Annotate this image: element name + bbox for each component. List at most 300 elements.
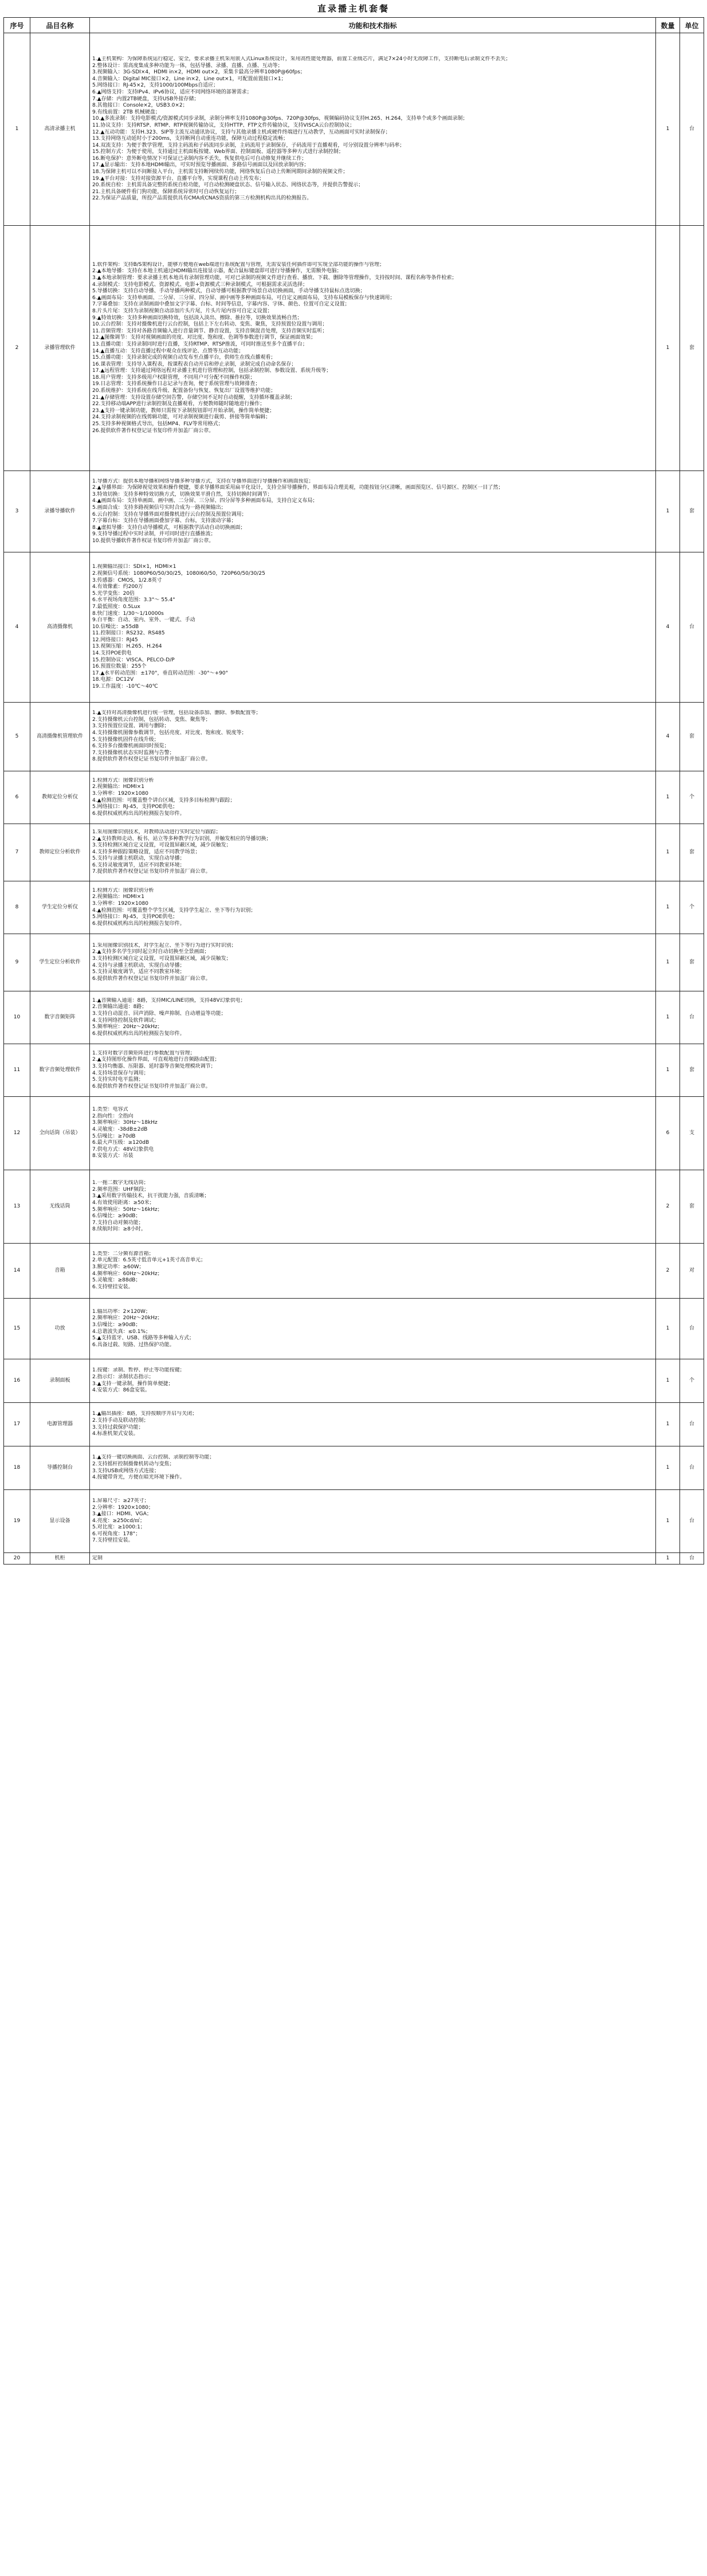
table-row xyxy=(4,881,704,934)
spec-line: 1.软件架构：支持B/S架构设计，能够方便地在web端进行系统配置与管理，无需安装任何插件即可实现全部功能的操作与管理； xyxy=(92,261,385,268)
spec-cell xyxy=(90,1097,656,1170)
spec-line: 20.系统自检：主机需具备完整的系统自检功能，可自动检测硬盘状态、信号输入状态、网络状态等，并提供告警提示； xyxy=(92,182,364,189)
spec-line: 3.额定功率：≥60W； xyxy=(92,1264,144,1270)
spec-line: 2.▲本地导播：支持在本地主机通过HDMI输出连接显示器，配合鼠标键盘即可进行导播操作，无需额外电脑； xyxy=(92,268,342,275)
spec-line: 6.提供权威机构出具的检测报告复印件。 xyxy=(92,920,185,927)
item-name: 数字音频处理软件 xyxy=(30,1044,90,1097)
row-number: 10 xyxy=(4,991,30,1044)
spec-line: 3.分辨率：1920×1080 xyxy=(92,790,148,797)
spec-line: 1.检测方式：图像识别分析 xyxy=(92,887,154,893)
spec-line: 4.有效像素：约200万 xyxy=(92,584,143,590)
item-quantity: 4 xyxy=(656,703,680,771)
spec-line: 7.字幕台标：支持在导播画面叠加字幕、台标，支持滚动字幕； xyxy=(92,518,237,524)
spec-line: 2.分辨率：1920×1080； xyxy=(92,1504,154,1511)
table-row xyxy=(4,471,704,552)
spec-line: 7.▲存储：内置2TB硬盘，支持USB外接存储； xyxy=(92,96,199,102)
spec-lines xyxy=(92,1367,653,1394)
table-row xyxy=(4,1244,704,1299)
spec-line: 5.支持灵敏度调节，适应不同教室环境； xyxy=(92,969,185,975)
item-unit: 台 xyxy=(680,1299,704,1359)
item-name: 录制面板 xyxy=(30,1359,90,1403)
spec-line: 8.提供软件著作权登记证书复印件并加盖厂商公章。 xyxy=(92,756,211,763)
spec-line: 5.网络接口：RJ-45，支持POE供电； xyxy=(92,914,178,920)
item-name: 学生定位分析仪 xyxy=(30,881,90,934)
spec-line: 4.总谐波失真：≤0.1%； xyxy=(92,1328,151,1335)
spec-line: 3.频率响应：30Hz～18kHz xyxy=(92,1120,158,1126)
spec-line: 4.音频输入：Digital MIC接口×2，Line in×2，Line out×1，可配置前置接口×1； xyxy=(92,76,286,82)
spec-line: 12.网络接口：RJ45 xyxy=(92,637,138,643)
spec-line: 9.白平衡：自动、室内、室外、一键式、手动 xyxy=(92,617,195,624)
item-quantity: 1 xyxy=(656,1490,680,1553)
spec-line: 2.整体设计：需高度集成多种功能为一体，包括导播、录播、直播、点播、互动等； xyxy=(92,62,283,69)
spec-line: 4.支持场景保存与调用； xyxy=(92,1070,149,1076)
table-row xyxy=(4,1553,704,1565)
spec-line: 9.支持导播过程中实时录制，并可同时进行直播推流； xyxy=(92,531,216,538)
item-unit: 套 xyxy=(680,226,704,471)
spec-line: 21.▲存储管理：支持设置存储空间告警，存储空间不足时自动提醒，支持循环覆盖录制； xyxy=(92,394,296,401)
spec-cell xyxy=(90,1490,656,1553)
spec-line: 7.字幕叠加：支持在录制画面中叠加文字字幕、台标、时间等信息，字幕内容、字体、颜色、位置可自定义设置； xyxy=(92,301,350,308)
spec-line: 22.支持移动端APP进行录制控制及直播观看，方便教师随时随地进行操作； xyxy=(92,401,265,407)
spec-line: 2.支持手动及联动控制； xyxy=(92,1417,149,1424)
item-quantity: 1 xyxy=(656,881,680,934)
table-row xyxy=(4,1299,704,1359)
spec-line: 2.视频输出：HDMI×1 xyxy=(92,784,144,790)
spec-line: 10.提供导播软件著作权证书复印件并加盖厂商公章。 xyxy=(92,538,214,544)
spec-line: 5.灵敏度：≥88dB； xyxy=(92,1277,141,1284)
table-row xyxy=(4,991,704,1044)
row-number: 18 xyxy=(4,1446,30,1490)
spec-line: 3.视频输入：3G-SDI×4，HDMI in×2，HDMI out×2，采集卡最高分辨率1080P@60fps； xyxy=(92,69,305,76)
table-row xyxy=(4,1403,704,1446)
table-row xyxy=(4,33,704,226)
spec-line: 5.支持与录播主机联动，实现自动导播； xyxy=(92,856,185,862)
spec-line: 6.提供权威机构出具的检测报告复印件。 xyxy=(92,1030,185,1037)
spec-line: 7.提供软件著作权登记证书复印件并加盖厂商公章。 xyxy=(92,869,211,875)
spec-line: 1.一拖二数字无线话筒； xyxy=(92,1180,149,1186)
row-number: 3 xyxy=(4,471,30,552)
table-row xyxy=(4,771,704,824)
spec-line: 4.▲检测范围：可覆盖整个讲台区域，支持多目标检测与跟踪； xyxy=(92,797,235,803)
spec-line: 13.视频压缩：H.265、H.264 xyxy=(92,644,162,650)
spec-line: 11.协议支持：支持RTSP、RTMP、RTP视频传输协议，支持HTTP、FTP文件传输协议，支持VISCA云台控制协议； xyxy=(92,122,355,128)
spec-line: 21.主机具备硬件看门狗功能，保障系统异常时可自动恢复运行； xyxy=(92,189,240,195)
table-row xyxy=(4,934,704,991)
spec-line: 14.支持POE供电 xyxy=(92,650,132,657)
spec-line: 2.指向性：全指向 xyxy=(92,1113,133,1119)
spec-cell xyxy=(90,33,656,226)
spec-lines xyxy=(92,1454,653,1481)
table-row xyxy=(4,552,704,703)
header-qty: 数量 xyxy=(656,18,680,33)
row-number: 17 xyxy=(4,1403,30,1446)
row-number: 5 xyxy=(4,703,30,771)
row-number: 16 xyxy=(4,1359,30,1403)
item-quantity: 1 xyxy=(656,1044,680,1097)
item-quantity: 1 xyxy=(656,226,680,471)
spec-line: 4.有效使用距离：≥50米； xyxy=(92,1199,155,1206)
spec-table xyxy=(3,17,704,1565)
row-number: 7 xyxy=(4,824,30,881)
spec-line: 8.安装方式：吊装 xyxy=(92,1153,133,1159)
item-quantity: 1 xyxy=(656,1299,680,1359)
table-row xyxy=(4,824,704,881)
spec-line: 4.支持与录播主机联动，实现自动导播； xyxy=(92,962,185,969)
spec-line: 4.▲画面布局：支持单画面、画中画、二分屏、三分屏、四分屏等多种画面布局，支持自定义布局； xyxy=(92,498,318,504)
item-quantity: 1 xyxy=(656,771,680,824)
item-unit: 套 xyxy=(680,824,704,881)
item-name: 高清录播主机 xyxy=(30,33,90,226)
spec-line: 2.▲支持图形化操作界面，可直观地进行音频路由配置； xyxy=(92,1057,220,1063)
spec-line: 13.支持网络互动延时小于200ms，支持断网自动重连功能，保障互动过程稳定流畅； xyxy=(92,136,288,142)
spec-line: 17.▲远程管理：支持通过网络远程对录播主机进行管理和控制，包括录制控制、参数设置、系统升级等； xyxy=(92,368,332,374)
item-unit: 个 xyxy=(680,881,704,934)
spec-line: 1.支持对数字音频矩阵进行参数配置与管理； xyxy=(92,1050,195,1056)
spec-line: 2.视频输出：HDMI×1 xyxy=(92,894,144,900)
item-unit: 套 xyxy=(680,471,704,552)
spec-line: 12.▲互动功能：支持H.323、SIP等主流互动通讯协议，支持与其他录播主机或硬件终端进行互动教学，互动画面可实时录制保存； xyxy=(92,129,391,135)
spec-line: 3.传感器：CMOS，1/2.8英寸 xyxy=(92,577,162,583)
spec-cell xyxy=(90,881,656,934)
item-unit: 个 xyxy=(680,771,704,824)
item-unit: 套 xyxy=(680,1170,704,1244)
table-header-row xyxy=(4,18,704,33)
table-row xyxy=(4,1170,704,1244)
spec-line: 16.课表管理：支持导入课程表，按课程表自动开启和停止录制，录制完成自动命名保存； xyxy=(92,361,297,367)
item-name: 教师定位分析软件 xyxy=(30,824,90,881)
spec-line: 6.支持多台摄像机画面同时预览； xyxy=(92,743,170,750)
spec-cell xyxy=(90,1359,656,1403)
spec-cell xyxy=(90,471,656,552)
row-number: 14 xyxy=(4,1244,30,1299)
item-unit: 台 xyxy=(680,1553,704,1565)
spec-line: 8.续航时间：≥8小时。 xyxy=(92,1226,146,1233)
spec-lines xyxy=(92,943,653,983)
spec-line: 2.支持摇杆控制摄像机转动与变焦； xyxy=(92,1461,175,1467)
item-name: 录播管理软件 xyxy=(30,226,90,471)
item-quantity: 1 xyxy=(656,1359,680,1403)
spec-line: 6.提供软件著作权登记证书复印件并加盖厂商公章。 xyxy=(92,1083,211,1089)
spec-line: 4.支持摄像机图像参数调节，包括亮度、对比度、饱和度、锐度等； xyxy=(92,730,247,736)
item-unit: 台 xyxy=(680,1490,704,1553)
item-unit: 台 xyxy=(680,33,704,226)
spec-line: 19.日志管理：支持系统操作日志记录与查询，便于系统管理与故障排查； xyxy=(92,381,261,387)
spec-line: 2.指示灯：录制状态指示； xyxy=(92,1374,154,1380)
item-quantity: 2 xyxy=(656,1170,680,1244)
spec-line: 6.可视角度：178°； xyxy=(92,1531,141,1537)
item-quantity: 1 xyxy=(656,934,680,991)
spec-line: 1.▲音频输入通道：8路，支持MIC/LINE切换，支持48V幻象供电； xyxy=(92,997,246,1003)
spec-cell xyxy=(90,824,656,881)
spec-line: 5.网络接口：RJ-45×2，支持1000/100Mbps自适应； xyxy=(92,83,219,89)
spec-line: 16.预置位数量：255个 xyxy=(92,664,147,670)
spec-line: 10.信噪比：≥55dB xyxy=(92,624,139,630)
spec-line: 3.支持检测区域自定义设置，可设置屏蔽区域，减少误触发； xyxy=(92,842,231,849)
spec-line: 3.▲支持一键录制，操作简单便捷； xyxy=(92,1381,174,1387)
item-unit: 台 xyxy=(680,991,704,1044)
table-row xyxy=(4,1490,704,1553)
spec-line: 4.▲检测范围：可覆盖整个学生区域，支持学生起立、坐下等行为识别； xyxy=(92,907,256,913)
spec-line: 5.支持摄像机固件在线升级； xyxy=(92,736,159,743)
spec-line: 2.单元配置：6.5英寸低音单元+1英寸高音单元； xyxy=(92,1257,206,1264)
spec-line: 1.输出功率：2×120W； xyxy=(92,1308,151,1315)
spec-line: 3.▲接口：HDMI、VGA； xyxy=(92,1511,152,1518)
spec-lines xyxy=(92,1411,653,1437)
item-name: 高清摄像机 xyxy=(30,552,90,703)
spec-line: 1.采用图像识别技术，对学生起立、坐下等行为进行实时识别； xyxy=(92,942,237,948)
item-name: 音箱 xyxy=(30,1244,90,1299)
spec-line: 6.▲画面布局：支持单画面、二分屏、三分屏、四分屏、画中画等多种画面布局，可自定义画面布局，支持布局模板保存与快速调用； xyxy=(92,295,395,301)
spec-cell xyxy=(90,1553,656,1565)
spec-line: 6.具备过载、短路、过热保护功能。 xyxy=(92,1342,175,1348)
item-unit: 台 xyxy=(680,1446,704,1490)
item-unit: 套 xyxy=(680,1044,704,1097)
table-row xyxy=(4,1044,704,1097)
spec-line: 15.控制方式：为便于使用，支持通过主机面板按键、Web界面、控制面板、遥控器等多种方式进行录制控制； xyxy=(92,149,344,155)
spec-line: 3.支持均衡器、压限器、延时器等音频处理模块调节； xyxy=(92,1063,216,1069)
item-name: 无线话筒 xyxy=(30,1170,90,1244)
spec-line: 6.提供权威机构出具的检测报告复印件。 xyxy=(92,810,185,817)
item-name: 教师定位分析仪 xyxy=(30,771,90,824)
spec-line: 2.频率范围：UHF频段； xyxy=(92,1186,150,1193)
spec-line: 14.▲直播互动：支持直播过程中观众在线评论、点赞等互动功能； xyxy=(92,348,244,354)
spec-line: 7.供电方式：48V幻象供电 xyxy=(92,1146,154,1152)
spec-line: 8.其他接口：Console×2，USB3.0×2； xyxy=(92,103,188,109)
table-row xyxy=(4,703,704,771)
spec-line: 25.支持多种视频格式导出，包括MP4、FLV等常用格式； xyxy=(92,421,223,428)
spec-line: 11.音频管理：支持对各路音频输入进行音量调节、静音设置，支持音频混音处理，支持音频实时监听； xyxy=(92,328,328,334)
spec-lines xyxy=(92,1251,653,1291)
spec-line: 6.支持灵敏度调节，适应不同教室环境； xyxy=(92,862,185,868)
spec-line: 17.▲显示输出：支持本地HDMI输出，可实时预览导播画面、多路信号画面以及回放录制内容； xyxy=(92,162,309,168)
spec-cell xyxy=(90,1403,656,1446)
spec-line: 4.按键带背光，方便在暗光环境下操作。 xyxy=(92,1475,185,1481)
item-quantity: 1 xyxy=(656,1403,680,1446)
row-number: 20 xyxy=(4,1553,30,1565)
spec-line: 6.最大声压级：≥120dB xyxy=(92,1140,150,1146)
spec-line: 5.支持实时电平监测； xyxy=(92,1077,144,1083)
row-number: 9 xyxy=(4,934,30,991)
spec-line: 4.支持网络控制及软件调试； xyxy=(92,1017,159,1024)
spec-line: 3.支持检测区域自定义设置，可设置屏蔽区域，减少误触发； xyxy=(92,955,231,962)
spec-line: 7.最低照度：0.5Lux xyxy=(92,603,140,610)
spec-line: 1.▲支持一键切换画面、云台控制、录制控制等功能； xyxy=(92,1454,215,1461)
spec-line: 1.采用图像识别技术，对教师活动进行实时定位与跟踪； xyxy=(92,829,221,835)
spec-cell xyxy=(90,1446,656,1490)
spec-line: 2.频率响应：20Hz～20kHz； xyxy=(92,1315,163,1322)
item-unit: 支 xyxy=(680,1097,704,1170)
item-unit: 台 xyxy=(680,552,704,703)
row-number: 6 xyxy=(4,771,30,824)
spec-line: 18.为保障主机可以不间断接入平台，主机需支持断网续传功能，网络恢复后自动上传断网期间录制的视频文件； xyxy=(92,169,348,175)
spec-line: 10.云台控制：支持对摄像机进行云台控制，包括上下左右转动、变焦、聚焦，支持预置位设置与调用； xyxy=(92,321,328,328)
spec-line: 4.录制模式：支持电影模式、资源模式、电影+资源模式三种录制模式，可根据需求灵活选择； xyxy=(92,281,308,288)
spec-line: 11.控制接口：RS232、RS485 xyxy=(92,630,165,637)
row-number: 2 xyxy=(4,226,30,471)
header-unit: 单位 xyxy=(680,18,704,33)
spec-lines xyxy=(92,888,653,928)
spec-line: 24.支持录制视频的在线剪辑功能，可对录制视频进行裁剪、拼接等简单编辑； xyxy=(92,414,271,421)
spec-cell xyxy=(90,771,656,824)
row-number: 19 xyxy=(4,1490,30,1553)
item-name: 数字音频矩阵 xyxy=(30,991,90,1044)
spec-line: 定制 xyxy=(92,1555,103,1561)
spec-cell xyxy=(90,703,656,771)
spec-line: 4.支持多种跟踪策略设置，适应不同教学场景； xyxy=(92,849,201,855)
spec-lines xyxy=(92,479,653,545)
spec-line: 8.快门速度：1/30～1/10000s xyxy=(92,610,164,617)
spec-line: 4.灵敏度：-38dB±2dB xyxy=(92,1126,148,1132)
table-row xyxy=(4,1097,704,1170)
spec-line: 7.支持自动对频功能； xyxy=(92,1220,144,1226)
item-quantity: 1 xyxy=(656,1553,680,1565)
spec-lines xyxy=(92,1050,653,1091)
spec-line: 18.用户管理：支持多级用户权限管理，不同用户可分配不同操作权限； xyxy=(92,374,256,381)
spec-line: 2.支持摄像机云台控制，包括转动、变焦、聚焦等； xyxy=(92,716,211,723)
row-number: 4 xyxy=(4,552,30,703)
header-name: 品目名称 xyxy=(30,18,90,33)
spec-line: 5.▲支持蓝牙、USB、线路等多种输入方式； xyxy=(92,1335,194,1342)
spec-lines xyxy=(92,262,653,434)
spec-cell xyxy=(90,934,656,991)
spec-line: 10.▲多流录制：支持电影模式/资源模式同步录制，录制分辨率支持1080P@30fps、720P@30fps，视频编码协议支持H.265、H.264，支持单个或多个画面录制； xyxy=(92,116,468,122)
spec-line: 15.点播功能：支持录制完成的视频自动发布至点播平台，供师生在线点播观看； xyxy=(92,355,276,361)
spec-line: 5.信噪比：≥70dB xyxy=(92,1133,136,1139)
spec-line: 15.控制协议：VISCA、PELCO-D/P xyxy=(92,657,175,663)
item-quantity: 1 xyxy=(656,824,680,881)
row-number: 8 xyxy=(4,881,30,934)
spec-line: 1.▲输出插座：8路，支持按顺序开启与关闭； xyxy=(92,1411,198,1417)
item-quantity: 1 xyxy=(656,1446,680,1490)
spec-line: 5.网络接口：RJ-45，支持POE供电； xyxy=(92,804,178,810)
spec-line: 2.▲支持教师走动、板书、站立等多种教学行为识别，并触发相应的导播切换； xyxy=(92,836,272,842)
spec-line: 22.为保证产品质量，所投产品需提供具有CMA或CNAS资质的第三方检测机构出具的检测报告。 xyxy=(92,195,312,202)
spec-line: 8.▲虚拟导播：支持自动导播模式，可根据教学活动自动切换画面； xyxy=(92,524,246,531)
spec-line: 19.▲平台对接：支持对接资源平台、直播平台等，实现课程自动上传发布； xyxy=(92,175,265,182)
spec-lines xyxy=(92,1107,653,1160)
spec-line: 17.▲水平转动范围：±170°，垂直转动范围：-30°～+90° xyxy=(92,670,229,676)
spec-cell xyxy=(90,1299,656,1359)
table-row xyxy=(4,226,704,471)
spec-lines xyxy=(92,564,653,690)
spec-lines xyxy=(92,1180,653,1233)
spec-line: 1.屏幕尺寸：≥27英寸； xyxy=(92,1497,150,1504)
spec-line: 2.视频信号系统：1080P60/50/30/25，1080I60/50，720P60/50/30/25 xyxy=(92,570,265,577)
item-name: 导播控制台 xyxy=(30,1446,90,1490)
document-title: 直录播主机套餐 xyxy=(317,3,390,14)
spec-line: 1.类型：电容式 xyxy=(92,1107,128,1113)
spec-line: 12.▲图像调节：支持对视频画面的亮度、对比度、饱和度、色调等参数进行调节，保证画面效果； xyxy=(92,335,316,341)
spec-line: 20.系统维护：支持系统在线升级、配置备份与恢复、恢复出厂设置等维护功能； xyxy=(92,388,276,394)
spec-lines xyxy=(92,1555,653,1562)
spec-line: 18.电源：DC12V xyxy=(92,677,134,683)
spec-line: 8.片头片尾：支持为录制视频自动添加片头片尾，片头片尾内容可自定义设置； xyxy=(92,308,273,314)
spec-line: 5.频率响应：50Hz～16kHz； xyxy=(92,1206,163,1213)
spec-line: 1.▲支持对高清摄像机进行统一管理，包括设备添加、删除、参数配置等； xyxy=(92,710,261,716)
spec-line: 6.云台控制：支持在导播界面对摄像机进行云台控制及预置位调用； xyxy=(92,511,247,517)
spec-line: 7.支持摄像机状态实时监测与告警； xyxy=(92,750,175,756)
spec-line: 3.支持预置位设置、调用与删除； xyxy=(92,723,170,730)
spec-line: 2.▲导播界面：为保障视觉效果和操作便捷，要求导播界面采用扁平化设计，支持全屏导播操作，界面布局合理美观，功能按钮分区清晰，画面预览区、信号源区、控制区一目了然； xyxy=(92,485,504,491)
spec-line: 1.导播方式：提供本地导播和网络导播多种导播方式，支持在导播界面进行导播操作和画面预览； xyxy=(92,478,314,484)
item-name: 学生定位分析软件 xyxy=(30,934,90,991)
spec-cell xyxy=(90,226,656,471)
table-body xyxy=(4,33,704,1565)
spec-line: 6.信噪比：≥90dB； xyxy=(92,1213,141,1220)
header-spec: 功能和技术指标 xyxy=(90,18,656,33)
spec-line: 9.▲特效切换：支持多种画面切换特效，包括淡入淡出、擦除、推拉等，切换效果流畅自然； xyxy=(92,315,303,321)
item-name: 机柜 xyxy=(30,1553,90,1565)
row-number: 11 xyxy=(4,1044,30,1097)
item-unit: 个 xyxy=(680,1359,704,1403)
spec-lines xyxy=(92,1309,653,1349)
spec-line: 14.双流支持：为便于教学管理，支持主码流和子码流同步录制，主码流用于录制保存，子码流用于直播观看，可分别设置分辨率与码率； xyxy=(92,142,405,148)
spec-line: 3.▲采用数字传输技术，抗干扰能力强，音质清晰； xyxy=(92,1193,210,1199)
table-row xyxy=(4,1359,704,1403)
spec-line: 5.光学变焦：20倍 xyxy=(92,590,135,597)
item-quantity: 1 xyxy=(656,471,680,552)
spec-line: 5.频率响应：20Hz～20kHz； xyxy=(92,1024,163,1030)
item-quantity: 6 xyxy=(656,1097,680,1170)
spec-line: 4.亮度：≥250cd/㎡； xyxy=(92,1518,145,1524)
header-no: 序号 xyxy=(4,18,30,33)
spec-line: 3.▲本地录制管理：要求录播主机本地具有录制管理功能，可对已录制的视频文件进行查看、播放、下载、删除等管理操作，支持按时间、课程名称等条件检索； xyxy=(92,275,457,281)
item-name: 电源管理器 xyxy=(30,1403,90,1446)
item-quantity: 1 xyxy=(656,33,680,226)
spec-line: 7.支持壁挂安装。 xyxy=(92,1538,133,1544)
spec-line: 6.水平视场角度范围：3.3°～ 55.4° xyxy=(92,597,175,603)
spec-line: 3.支持过载保护功能； xyxy=(92,1424,144,1430)
item-name: 高清摄像机管理软件 xyxy=(30,703,90,771)
spec-line: 3.支持自动混音、回声消除、噪声抑制、自动增益等功能； xyxy=(92,1010,226,1017)
item-name: 全向话筒（吊装） xyxy=(30,1097,90,1170)
spec-line: 9.有线前置：2TB 机械硬盘； xyxy=(92,109,160,115)
spec-cell xyxy=(90,1244,656,1299)
item-unit: 对 xyxy=(680,1244,704,1299)
spec-line: 1.视频输出接口：SDI×1，HDMI×1 xyxy=(92,564,176,570)
item-unit: 套 xyxy=(680,934,704,991)
spec-line: 5.画面合成：支持多路视频信号实时合成为一路视频输出； xyxy=(92,504,226,511)
spec-line: 2.▲支持多名学生同时起立时自动切换至全景画面； xyxy=(92,949,210,955)
spec-line: 3.特效切换：支持多种特效切换方式，切换效果平滑自然，支持切换时间调节； xyxy=(92,491,273,497)
row-number: 12 xyxy=(4,1097,30,1170)
spec-cell xyxy=(90,1170,656,1244)
item-quantity: 4 xyxy=(656,552,680,703)
spec-line: 1.▲主机架构：为保障系统运行稳定、安全，要求录播主机采用嵌入式Linux系统设计，采用高性能处理器，前置工业级芯片，满足7×24小时无故障工作，支持断电后录制文件不丢失； xyxy=(92,56,511,62)
spec-line: 4.频率响应：60Hz～20kHz； xyxy=(92,1271,163,1277)
spec-line: 4.标准机架式安装。 xyxy=(92,1431,139,1437)
item-name: 显示设备 xyxy=(30,1490,90,1553)
spec-cell xyxy=(90,991,656,1044)
spec-line: 3.信噪比：≥90dB； xyxy=(92,1322,141,1328)
spec-line: 5.导播切换：支持自动导播、手动导播两种模式，自动导播可根据教学场景自动切换画面，手动导播支持鼠标点选切换； xyxy=(92,288,366,295)
spec-lines xyxy=(92,998,653,1038)
spec-line: 6.提供软件著作权登记证书复印件并加盖厂商公章。 xyxy=(92,975,211,982)
spec-line: 5.对比度：≥1000:1； xyxy=(92,1524,146,1531)
spec-line: 4.安装方式：86盒安装。 xyxy=(92,1387,151,1394)
item-quantity: 2 xyxy=(656,1244,680,1299)
item-unit: 台 xyxy=(680,1403,704,1446)
spec-line: 6.支持壁挂安装。 xyxy=(92,1284,133,1290)
item-unit: 套 xyxy=(680,703,704,771)
spec-line: 1.类型：二分频有源音箱； xyxy=(92,1250,154,1257)
table-row xyxy=(4,1446,704,1490)
row-number: 15 xyxy=(4,1299,30,1359)
spec-line: 3.分辨率：1920×1080 xyxy=(92,900,148,907)
spec-lines xyxy=(92,56,653,202)
spec-line: 13.直播功能：支持录制同时进行直播，支持RTMP、RTSP推流，可同时推送至多个直播平台； xyxy=(92,341,308,347)
spec-line: 16.断电保护：意外断电情况下可保证已录制内容不丢失，恢复供电后可自动修复并继续工作； xyxy=(92,155,307,162)
